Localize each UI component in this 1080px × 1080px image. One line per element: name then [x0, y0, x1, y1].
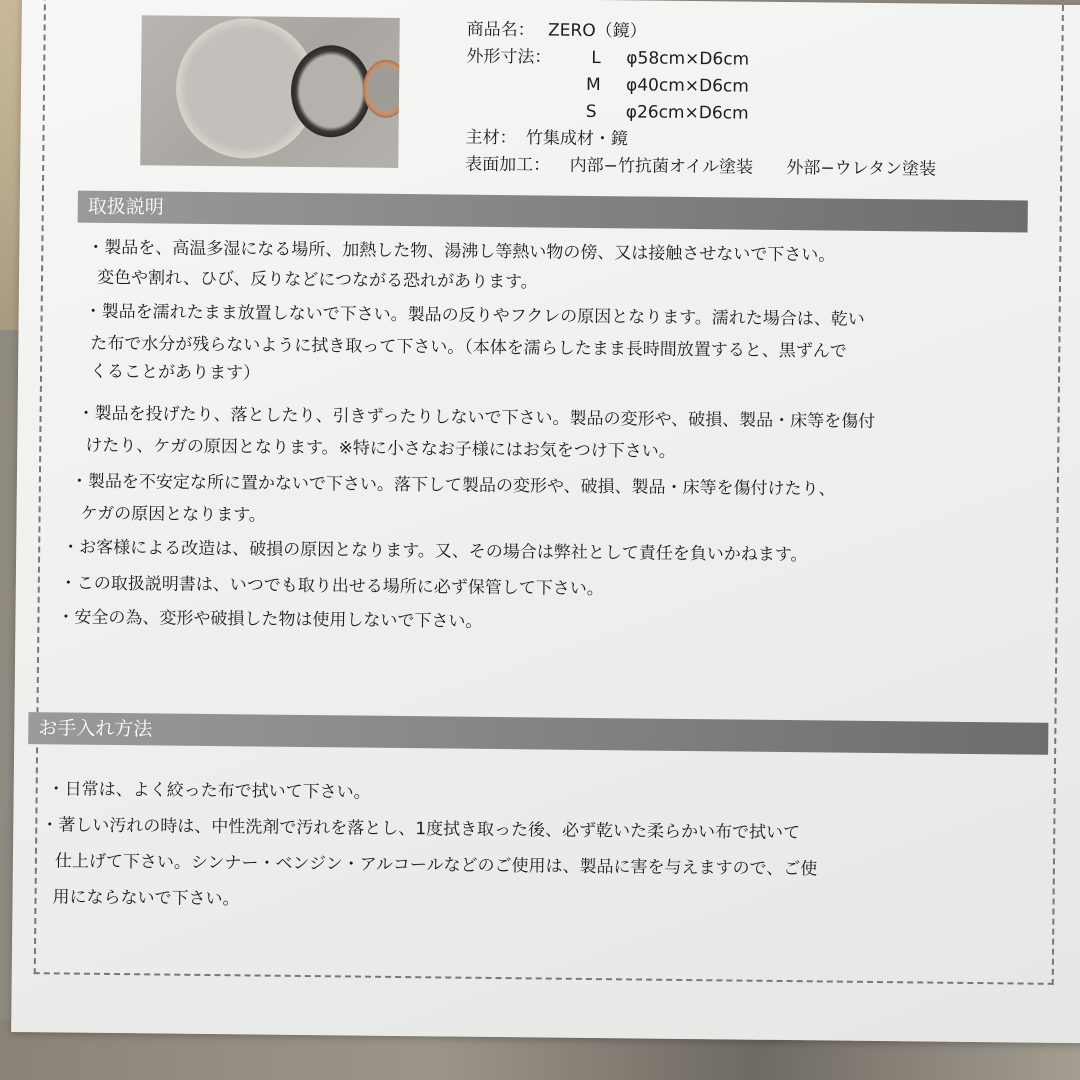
- mirror-small-image: [363, 60, 400, 118]
- product-name-value: ZERO（鏡）: [547, 20, 647, 42]
- size-label: 外形寸法：: [466, 46, 552, 68]
- handling-line-9: ケガの原因となります。: [80, 503, 266, 526]
- finish-label: 表面加工：: [465, 154, 551, 176]
- handling-line-5: くることがあります）: [89, 361, 261, 384]
- care-line-1: ・日常は、よく絞った布で拭いて下さい。: [47, 779, 371, 803]
- handling-line-8: ・製品を不安定な所に置かないで下さい。落下して製品の変形や、破損、製品・床等を傷付けたり、: [70, 471, 836, 500]
- size-l-dim: φ58cm×D6cm: [626, 48, 750, 70]
- size-m-dim: φ40cm×D6cm: [625, 75, 749, 97]
- mirror-medium-image: [291, 45, 372, 138]
- finish-outer: 外部−ウレタン塗装: [786, 158, 937, 180]
- material-value: 竹集成材・鏡: [525, 128, 629, 150]
- handling-line-11: ・この取扱説明書は、いつでも取り出せる場所に必ず保管して下さい。: [59, 573, 604, 600]
- size-s: S: [585, 101, 597, 123]
- handling-line-7: けたり、ケガの原因となります。※特に小さなお子様にはお気をつけ下さい。: [85, 435, 676, 462]
- care-title: お手入れ方法: [38, 717, 153, 741]
- product-name-label: 商品名：: [466, 19, 535, 41]
- handling-title: 取扱説明: [87, 195, 164, 219]
- size-m: M: [585, 74, 601, 96]
- size-l: L: [591, 47, 601, 69]
- size-s-dim: φ26cm×D6cm: [625, 102, 749, 124]
- handling-line-3: ・製品を濡れたまま放置しないで下さい。製品の反りやフクレの原因となります。濡れた場合は、乾い: [84, 301, 865, 330]
- material-label: 主材：: [465, 127, 517, 149]
- handling-line-12: ・安全の為、変形や破損した物は使用しないで下さい。: [57, 607, 483, 632]
- instruction-sheet: [11, 0, 1080, 1043]
- handling-line-2: 変色や割れ、ひび、反りなどにつながる恐れがあります。: [96, 267, 538, 293]
- handling-line-1: ・製品を、高温多湿になる場所、加熱した物、湯沸し等熱い物の傍、又は接触させないで下さい。: [87, 237, 836, 266]
- care-line-3: 仕上げて下さい。シンナー・ベンジン・アルコールなどのご使用は、製品に害を与えますので、ご使: [54, 851, 818, 880]
- handling-line-10: ・お客様による改造は、破損の原因となります。又、その場合は弊社として責任を負いかねます。: [62, 537, 808, 566]
- finish-inner: 内部−竹抗菌オイル塗装: [569, 155, 754, 178]
- handling-line-4: た布で水分が残らないように拭き取って下さい。（本体を濡らしたまま長時間放置すると、黒ずんで: [90, 333, 847, 362]
- care-line-4: 用にならないで下さい。: [52, 887, 240, 910]
- care-line-2: ・著しい汚れの時は、中性洗剤で汚れを落とし、1度拭き取った後、必ず乾いた柔らかい布で拭いて: [41, 815, 801, 844]
- product-photo: [140, 15, 400, 168]
- handling-line-6: ・製品を投げたり、落としたり、引きずったりしないで下さい。製品の変形や、破損、製品・床等を傷付: [77, 403, 876, 432]
